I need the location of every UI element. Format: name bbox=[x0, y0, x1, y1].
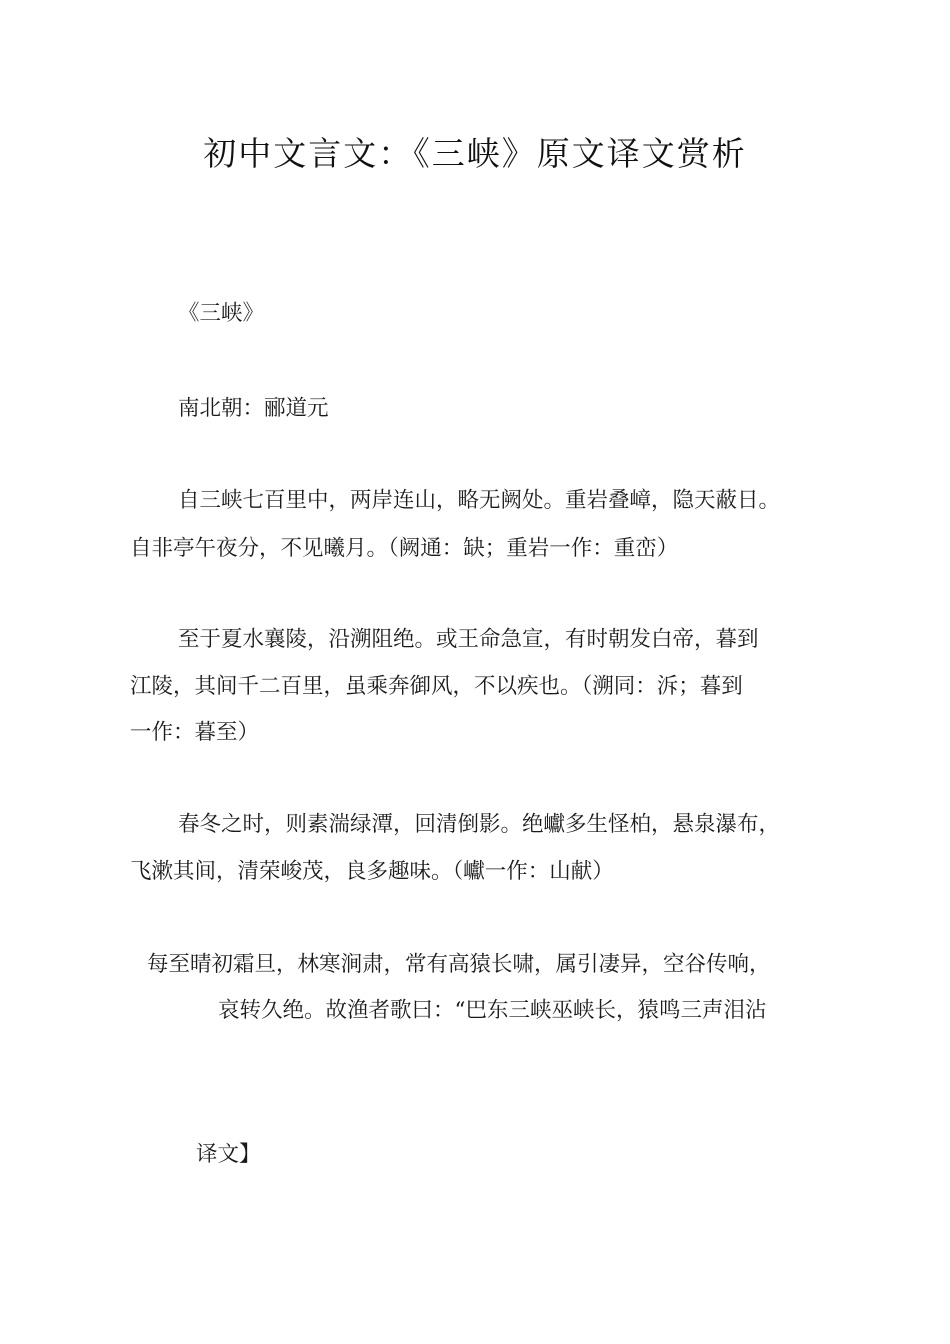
paragraph-line: 哀转久绝。故渔者歌曰：“巴东三峡巫峡长，猿鸣三声泪沾 bbox=[218, 998, 767, 1023]
paragraph-line: 每至晴初霜旦，林寒涧肃，常有高猿长啸，属引凄异，空谷传响， bbox=[147, 952, 771, 977]
paragraph-line: 春冬之时，则素湍绿潭，回清倒影。绝巘多生怪柏，悬泉瀑布， bbox=[178, 812, 781, 837]
paragraph-line: 飞漱其间，清荣峻茂，良多趣味。（巘一作：山献） bbox=[130, 859, 614, 884]
paragraph-line: 自三峡七百里中，两岸连山，略无阙处。重岩叠嶂，隐天蔽日。 bbox=[178, 488, 781, 513]
author-line: 南北朝：郦道元 bbox=[178, 396, 329, 421]
paragraph-line: 自非亭午夜分，不见曦月。（阙通：缺；重岩一作：重峦） bbox=[130, 536, 679, 561]
paragraph-line: 一作：暮至） bbox=[130, 720, 260, 745]
translation-section-label: 译文】 bbox=[196, 1142, 261, 1167]
document-title: 初中文言文：《三峡》原文译文赏析 bbox=[203, 134, 747, 173]
paragraph-line: 江陵，其间千二百里，虽乘奔御风，不以疾也。（溯同：泝；暮到 bbox=[130, 674, 743, 699]
paragraph-line: 至于夏水襄陵，沿溯阻绝。或王命急宣，有时朝发白帝，暮到 bbox=[178, 627, 759, 652]
poem-heading: 《三峡》 bbox=[178, 301, 265, 326]
